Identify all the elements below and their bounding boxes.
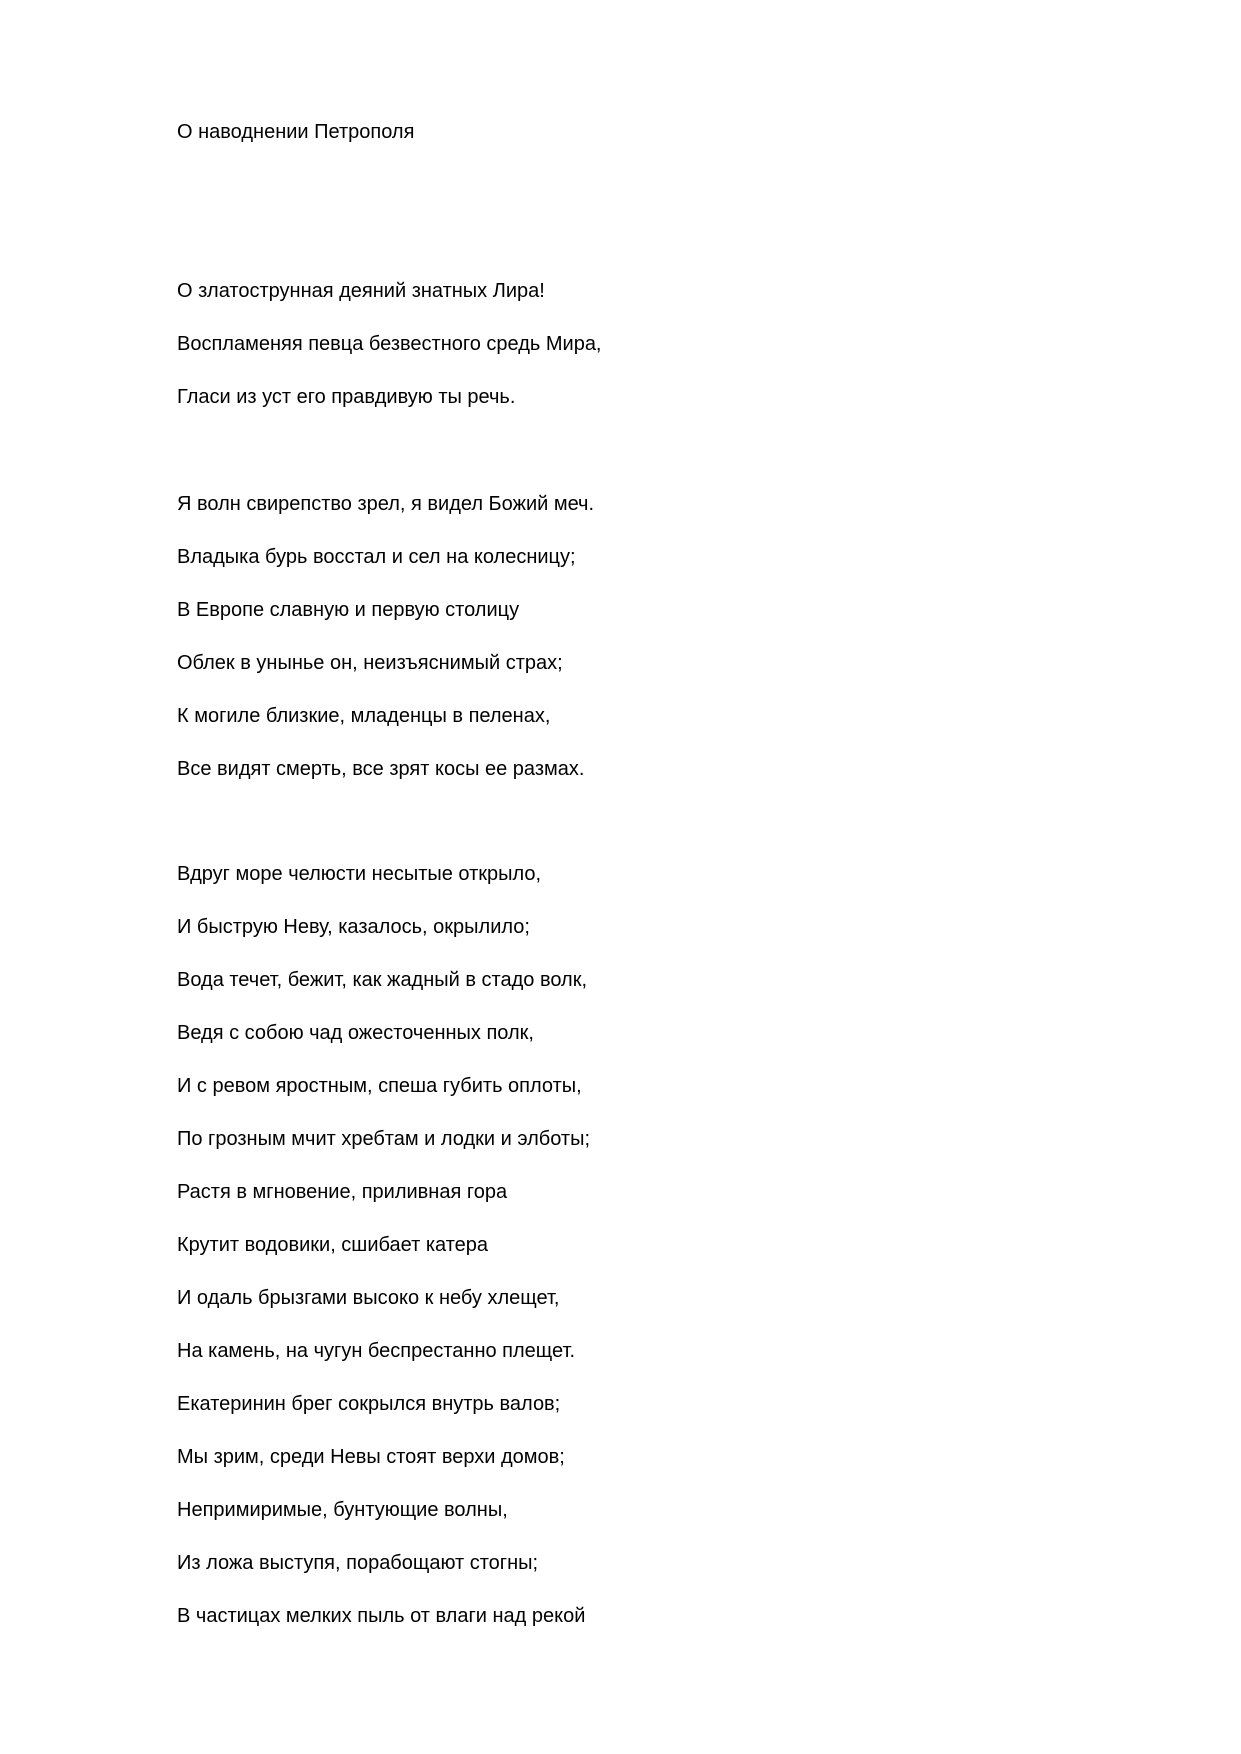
poem-line: И одаль брызгами высоко к небу хлещет, xyxy=(177,1287,560,1309)
poem-line: Владыка бурь восстал и сел на колесницу; xyxy=(177,546,576,568)
poem-line: Все видят смерть, все зрят косы ее размах. xyxy=(177,758,585,780)
poem-line: Из ложа выступя, порабощают стогны; xyxy=(177,1552,539,1574)
poem-line: Вдруг море челюсти несытые открыло, xyxy=(177,863,542,885)
poem-line: К могиле близкие, младенцы в пеленах, xyxy=(177,705,551,727)
poem-line: И быструю Неву, казалось, окрылило; xyxy=(177,916,530,938)
stanza-3 xyxy=(177,860,590,1655)
poem-line: Вода течет, бежит, как жадный в стадо волк, xyxy=(177,969,588,991)
poem-line: Гласи из уст его правдивую ты речь. xyxy=(177,386,516,408)
stanza-2 xyxy=(177,490,594,808)
poem-line: Екатеринин брег сокрылся внутрь валов; xyxy=(177,1393,561,1415)
poem-line: Облек в уныньe он, неизъяснимый страх; xyxy=(177,652,563,674)
poem-line: Крутит водовики, сшибает катера xyxy=(177,1234,488,1256)
poem-line: И с ревом яростным, спеша губить оплоты, xyxy=(177,1075,582,1097)
poem-line: В Европе славную и первую столицу xyxy=(177,599,520,621)
poem-line: Мы зрим, среди Невы стоят верхи домов; xyxy=(177,1446,565,1468)
poem-line: На камень, на чугун беспрестанно плещет. xyxy=(177,1340,575,1362)
poem-line: Я волн свирепство зрел, я видел Божий меч. xyxy=(177,493,595,515)
poem-line: О златострунная деяний знатных Лира! xyxy=(177,280,545,302)
poem-line: По грозным мчит хребтам и лодки и элботы; xyxy=(177,1128,591,1150)
poem-line: Ведя с собою чад ожесточенных полк, xyxy=(177,1022,534,1044)
poem-line: В частицах мелких пыль от влаги над рекой xyxy=(177,1605,586,1627)
poem-line: Воспламеняя певца безвестного средь Мира, xyxy=(177,333,602,355)
poem-title: О наводнении Петрополя xyxy=(177,121,415,143)
stanza-1 xyxy=(177,277,602,436)
poem-line: Непримиримые, бунтующие волны, xyxy=(177,1499,508,1521)
poem-line: Растя в мгновение, приливная гора xyxy=(177,1181,508,1203)
